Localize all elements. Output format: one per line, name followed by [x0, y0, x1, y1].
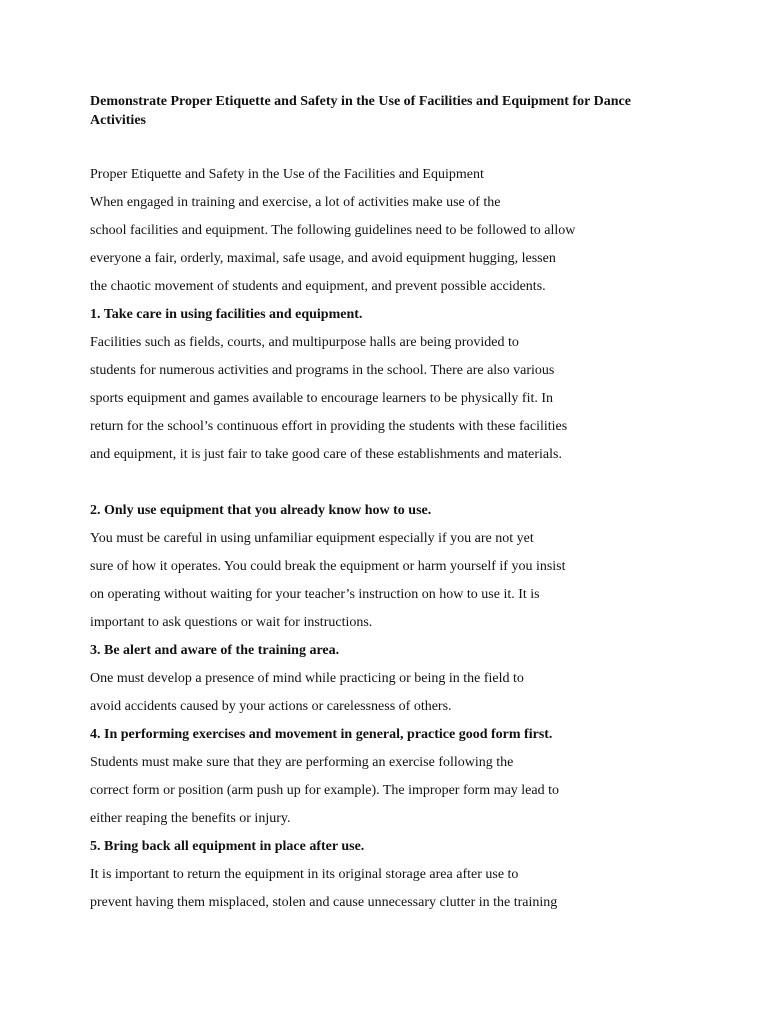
- paragraph-line: One must develop a presence of mind while practicing or being in the field to: [90, 671, 524, 686]
- section-heading-5: 5. Bring back all equipment in place after use.: [90, 839, 365, 854]
- section-heading-3: 3. Be alert and aware of the training area.: [90, 643, 340, 658]
- paragraph-line: Facilities such as fields, courts, and multipurpose halls are being provided to: [90, 335, 519, 350]
- paragraph-line: sports equipment and games available to encourage learners to be physically fit. In: [90, 391, 554, 406]
- paragraph-line: correct form or position (arm push up for example). The improper form may lead to: [90, 783, 559, 798]
- section-heading-2: 2. Only use equipment that you already know how to use.: [90, 503, 432, 518]
- paragraph-line: return for the school’s continuous effort in providing the students with these facilities: [90, 419, 568, 434]
- paragraph-line: either reaping the benefits or injury.: [90, 811, 291, 826]
- paragraph-line: school facilities and equipment. The following guidelines need to be followed to allow: [90, 223, 576, 238]
- section-heading-1: 1. Take care in using facilities and equipment.: [90, 307, 363, 322]
- paragraph-line: on operating without waiting for your teacher’s instruction on how to use it. It is: [90, 587, 540, 602]
- paragraph-line: sure of how it operates. You could break the equipment or harm yourself if you insist: [90, 559, 566, 574]
- paragraph-line: the chaotic movement of students and equipment, and prevent possible accidents.: [90, 279, 546, 294]
- paragraph-line: everyone a fair, orderly, maximal, safe usage, and avoid equipment hugging, lessen: [90, 251, 556, 266]
- document-title: Demonstrate Proper Etiquette and Safety in the Use of Facilities and Equipment for Dance Activities: [90, 94, 631, 128]
- paragraph-line: students for numerous activities and programs in the school. There are also various: [90, 363, 555, 378]
- paragraph-line: It is important to return the equipment in its original storage area after use to: [90, 867, 519, 882]
- paragraph-line: You must be careful in using unfamiliar equipment especially if you are not yet: [90, 531, 534, 546]
- paragraph-line: When engaged in training and exercise, a lot of activities make use of the: [90, 195, 501, 210]
- paragraph-line: important to ask questions or wait for instructions.: [90, 615, 373, 630]
- intro-heading: Proper Etiquette and Safety in the Use of the Facilities and Equipment: [90, 167, 484, 182]
- paragraph-line: Students must make sure that they are performing an exercise following the: [90, 755, 514, 770]
- paragraph-line: prevent having them misplaced, stolen and cause unnecessary clutter in the training: [90, 895, 558, 910]
- paragraph-line: and equipment, it is just fair to take good care of these establishments and materials.: [90, 447, 562, 462]
- paragraph-line: avoid accidents caused by your actions or carelessness of others.: [90, 699, 452, 714]
- section-heading-4: 4. In performing exercises and movement in general, practice good form first.: [90, 727, 553, 742]
